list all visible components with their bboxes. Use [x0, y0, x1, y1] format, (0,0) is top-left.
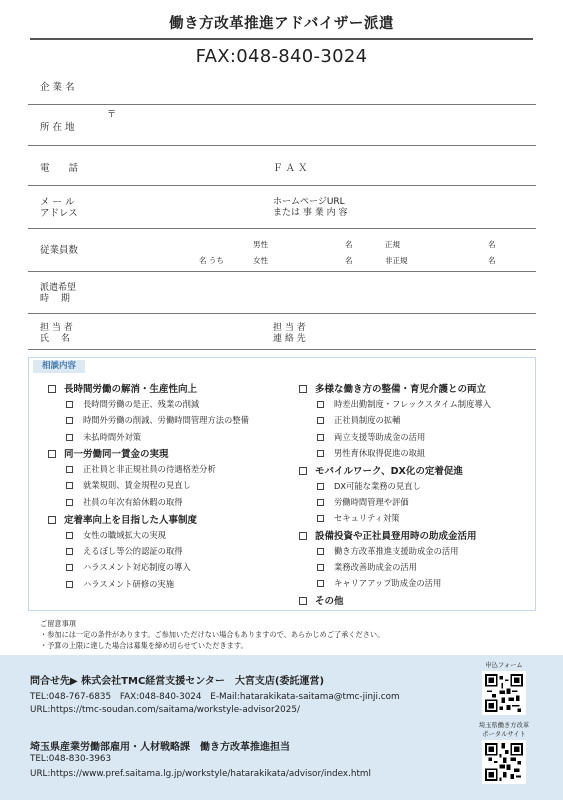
item-checkbox[interactable]: 正社員制度の拡輔 [317, 414, 400, 426]
category-right-3[interactable]: 設備投資や正社員登用時の助成金活用 [299, 528, 477, 542]
notes-line-1: ・参加には一定の条件があります。ご参加いただけない場合もありますので、あらかじめご了承ください。 [40, 630, 385, 639]
checkbox-icon[interactable] [66, 434, 73, 441]
item-checkbox[interactable]: 就業規則、賃金規程の見直し [66, 479, 191, 491]
contact-org-2-tel: TEL:048-830-3963 [30, 754, 112, 764]
contact-org-1: 問合せ先▶ 株式会社TMC経営支援センター 大宮支店(委託運営) [30, 676, 325, 687]
address-label: 所 在 地 [40, 122, 75, 133]
contact-org-1-details: TEL:048-767-6835 FAX:048-840-3024 E-Mail:hatarakikata-saitama@tmc-jinji.com [30, 692, 400, 702]
category-right-1[interactable]: 多様な働き方の整備・育児介護との両立 [299, 381, 486, 395]
form-divider [28, 271, 536, 272]
checkbox-icon[interactable] [48, 516, 56, 524]
company-label: 企 業 名 [40, 82, 75, 93]
item-checkbox[interactable]: 未払時間外対策 [66, 431, 141, 443]
checkbox-icon[interactable] [48, 385, 56, 393]
fax-number: FAX:048-840-3024 [195, 46, 368, 67]
checkbox-icon[interactable] [317, 483, 324, 490]
category-left-3[interactable]: 定着率向上を目指した人事制度 [48, 512, 197, 526]
checkbox-icon[interactable] [317, 401, 324, 408]
dispatch-label: 派遣希望 [40, 283, 77, 293]
homepage-label-2: または 事 業 内 容 [273, 208, 348, 218]
non-regular-label: 非正規 [385, 256, 408, 265]
qr-code-icon[interactable] [482, 671, 526, 715]
page-title: 働き方改革推進アドバイザー派遣 [169, 16, 394, 32]
category-right-2[interactable]: モバイルワーク、DX化の定着促進 [299, 463, 463, 477]
of-which-label: 名 うち [199, 256, 224, 265]
category-right-4[interactable]: その他 [299, 593, 344, 607]
qr-label-portal: 埼玉県働き方改革 ポータルサイト [478, 722, 530, 738]
consultation-tag: 相談内容 [33, 360, 85, 373]
person-label-2: 氏 名 [40, 334, 70, 344]
item-checkbox[interactable]: 業務改善助成金の活用 [317, 561, 417, 573]
item-checkbox[interactable]: 男性育休取得促進の取組 [317, 447, 425, 459]
email-label-2: アドレス [40, 208, 78, 219]
checkbox-icon[interactable] [66, 564, 73, 571]
item-checkbox[interactable]: 女性の職域拡大の実現 [66, 529, 166, 541]
non-regular-unit: 名 [488, 256, 496, 265]
checkbox-icon[interactable] [299, 597, 307, 605]
contact-org-1-url[interactable]: URL:https://tmc-soudan.com/saitama/workstyle-advisor2025/ [30, 705, 300, 715]
category-left-1[interactable]: 長時間労働の解消・生産性向上 [48, 381, 197, 395]
checkbox-icon[interactable] [317, 580, 324, 587]
checkbox-icon[interactable] [66, 466, 73, 473]
form-divider [28, 104, 536, 105]
checkbox-icon[interactable] [66, 417, 73, 424]
form-divider [28, 185, 536, 186]
checkbox-icon[interactable] [66, 482, 73, 489]
regular-unit: 名 [488, 240, 496, 249]
dispatch-label-2: 時 期 [40, 294, 70, 304]
item-checkbox[interactable]: 両立支援等助成金の活用 [317, 431, 425, 443]
person-label: 担 当 者 [40, 323, 73, 333]
checkbox-icon[interactable] [66, 532, 73, 539]
checkbox-icon[interactable] [66, 548, 73, 555]
checkbox-icon[interactable] [317, 417, 324, 424]
checkbox-icon[interactable] [317, 499, 324, 506]
checkbox-icon[interactable] [317, 450, 324, 457]
employees-label: 従業員数 [40, 245, 79, 256]
item-checkbox[interactable]: キャリアアップ助成金の活用 [317, 577, 441, 589]
item-checkbox[interactable]: セキュリティ対策 [317, 512, 400, 524]
fax-label: Ｆ Ａ Ｘ [273, 163, 308, 174]
notes-title: ご留意事項 [40, 619, 76, 628]
regular-label: 正規 [385, 240, 400, 249]
male-unit: 名 [345, 240, 353, 249]
checkbox-icon[interactable] [299, 532, 307, 540]
female-label: 女性 [253, 256, 268, 265]
contact-label-2: 連 絡 先 [273, 334, 306, 344]
form-divider [28, 228, 536, 229]
item-checkbox[interactable]: 社員の年次有給休暇の取得 [66, 496, 183, 508]
contact-org-2-url[interactable]: URL:https://www.pref.saitama.lg.jp/workstyle/hatarakikata/advisor/index.html [30, 769, 371, 779]
postal-mark: 〒 [107, 110, 117, 120]
item-checkbox[interactable]: 時差出勤制度・フレックスタイム制度導入 [317, 398, 491, 410]
contact-label: 担 当 者 [273, 323, 306, 333]
form-divider [28, 145, 536, 146]
item-checkbox[interactable]: 時間外労働の削減、労働時間管理方法の整備 [66, 414, 249, 426]
checkbox-icon[interactable] [48, 450, 56, 458]
form-divider [28, 349, 536, 350]
qr-code-icon[interactable] [482, 740, 526, 784]
checkbox-icon[interactable] [317, 515, 324, 522]
notes-line-2: ・予算の上限に達した場合は募集を締め切らせていただきます。 [40, 641, 248, 650]
title-divider [30, 38, 533, 40]
item-checkbox[interactable]: 長時間労働の是正、残業の削減 [66, 398, 199, 410]
checkbox-icon[interactable] [317, 434, 324, 441]
item-checkbox[interactable]: 労働時間管理や評価 [317, 496, 409, 508]
checkbox-icon[interactable] [66, 499, 73, 506]
form-divider [28, 313, 536, 314]
homepage-label: ホームページURL [273, 197, 345, 207]
category-left-2[interactable]: 同一労働同一賃金の実現 [48, 446, 169, 460]
qr-label-form: 申込フォーム [485, 662, 523, 669]
checkbox-icon[interactable] [299, 467, 307, 475]
item-checkbox[interactable]: ハラスメント研修の実施 [66, 578, 174, 590]
checkbox-icon[interactable] [317, 564, 324, 571]
phone-label: 電 話 [40, 163, 79, 174]
contact-org-2: 埼玉県産業労働部雇用・人材戦略課 働き方改革推進担当 [30, 742, 290, 753]
checkbox-icon[interactable] [66, 401, 73, 408]
checkbox-icon[interactable] [299, 385, 307, 393]
item-checkbox[interactable]: えるぼし等公的認証の取得 [66, 545, 183, 557]
checkbox-icon[interactable] [66, 581, 73, 588]
email-label: メ ー ル [40, 197, 75, 208]
male-label: 男性 [253, 240, 268, 249]
item-checkbox[interactable]: DX可能な業務の見直し [317, 480, 421, 492]
female-unit: 名 [345, 256, 353, 265]
item-checkbox[interactable]: 正社員と非正規社員の待遇格差分析 [66, 463, 216, 475]
item-checkbox[interactable]: ハラスメント対応制度の導入 [66, 561, 191, 573]
checkbox-icon[interactable] [317, 548, 324, 555]
item-checkbox[interactable]: 働き方改革推進支援助成金の活用 [317, 545, 458, 557]
